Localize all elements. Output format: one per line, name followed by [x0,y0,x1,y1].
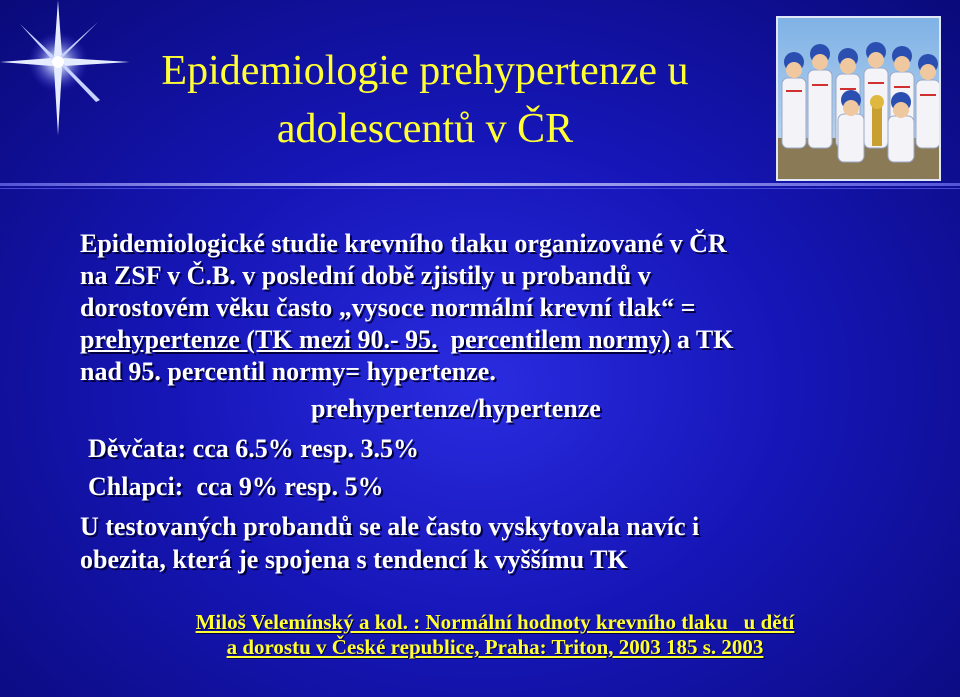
stat-girls: Děvčata: cca 6.5% resp. 3.5% [88,434,419,463]
note-line-2: obezita, která je spojena s tendencí k vyššímu TK [80,545,628,574]
body-line-4-part-c: a TK [676,325,734,354]
subheading: prehypertenze/hypertenze [311,394,601,423]
body-line-4 [80,324,900,356]
body-line-2: na ZSF v Č.B. v poslední době zjistily u probandů v [80,261,651,290]
body-line-5: nad 95. percentil normy= hypertenze. [80,357,496,386]
title-line-1: Epidemiologie prehypertenze u [161,48,689,94]
body-paragraph [80,228,900,388]
slide-title [90,42,760,158]
title-line-2: adolescentů v ČR [276,106,574,152]
baseball-team-image [778,18,941,181]
stat-boys: Chlapci: cca 9% resp. 5% [88,472,384,501]
title-divider-shadow [0,188,960,189]
title-divider [0,183,960,186]
citation [100,610,890,660]
citation-line-1: Miloš Velemínský a kol. : Normální hodnoty krevního tlaku u dětí [195,610,795,634]
body-line-4-part-a: prehypertenze (TK mezi 90.- 95. [80,325,438,354]
body-line-3: dorostovém věku často „vysoce normální krevní tlak“ = [80,293,696,322]
citation-line-2: a dorostu v České republice, Praha: Triton, 2003 185 s. 2003 [226,635,764,659]
body-line-1: Epidemiologické studie krevního tlaku organizované v ČR [80,229,727,258]
note-line-1: U testovaných probandů se ale často vyskytovala navíc i [80,512,700,541]
body-line-4-part-b: percentilem normy) [450,325,671,354]
obesity-note [80,510,910,576]
team-photo [776,16,941,181]
